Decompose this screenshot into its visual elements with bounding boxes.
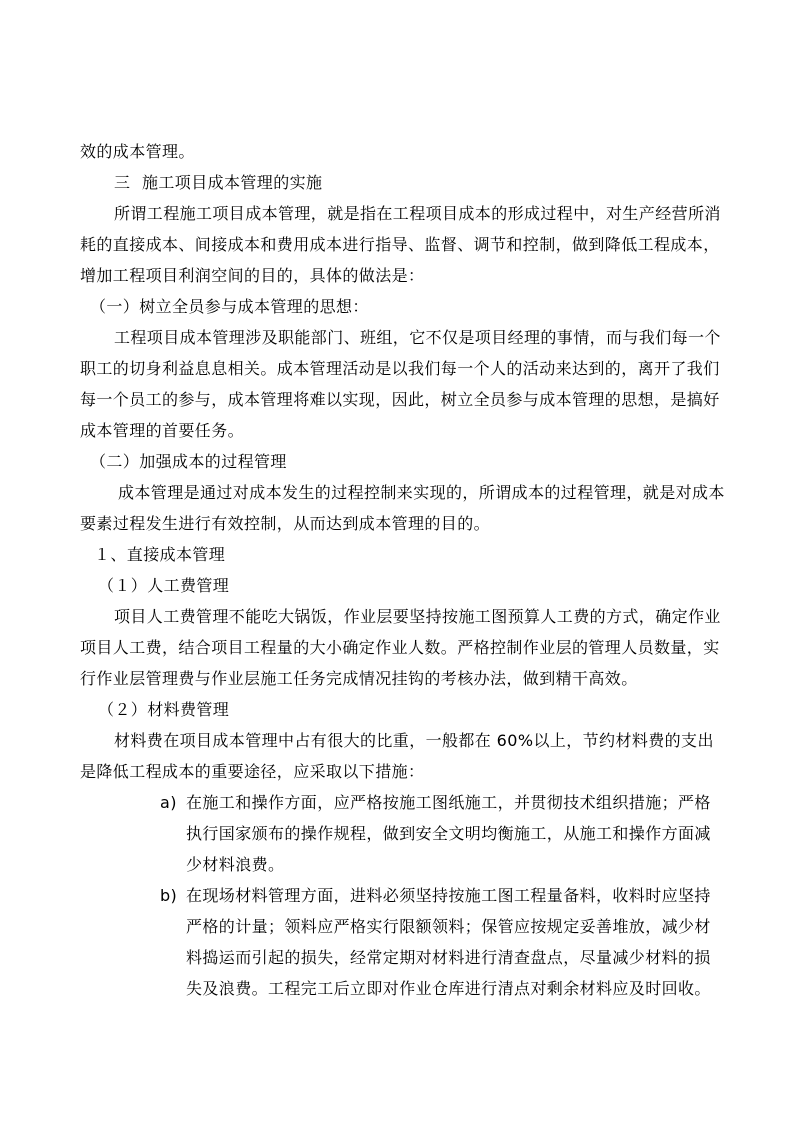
list-marker: a) (160, 793, 177, 812)
list-item-text: 在现场材料管理方面，进料必须坚持按施工图工程量备料，收料时应坚持严格的计量；领料应严格实行限额领料；保管应按规定妥善堆放，减少材料捣运而引起的损失，经常定期对材料进行清查盘点，尽量减少材料的损失及浪费。工程完工后立即对作业仓库进行清点对剩余材料应及时回收。 (186, 886, 711, 998)
paragraph-continuation: 效的成本管理。 (80, 142, 195, 161)
list-item (160, 787, 726, 880)
list-item-text: 在施工和操作方面，应严格按施工图纸施工，并贯彻技术组织措施；严格执行国家颁布的操作规程，做到安全文明均衡施工，从施工和操作方面减少材料浪费。 (186, 793, 711, 874)
heading-material-cost: （２）材料费管理 (98, 700, 230, 719)
section-title: 施工项目成本管理的实施 (142, 173, 323, 192)
paragraph-all-staff: 工程项目成本管理涉及职能部门、班组，它不仅是项目经理的事情，而与我们每一个职工的切身利益息息相关。成本管理活动是以我们每一个人的活动来达到的，离开了我们每一个员工的参与，成本管理将难以实现，因此，树立全员参与成本管理的思想，是搞好成本管理的首要任务。 (80, 328, 721, 440)
list-item (160, 880, 726, 1004)
document-body (80, 136, 726, 1004)
measures-list (80, 787, 726, 1004)
subheading-2: （二）加强成本的过程管理 (90, 452, 287, 471)
paragraph-material: 材料费在项目成本管理中占有很大的比重，一般都在 60%以上，节约材料费的支出是降低工程成本的重要途径，应采取以下措施： (80, 731, 714, 781)
paragraph-labor: 项目人工费管理不能吃大锅饭，作业层要坚持按施工图预算人工费的方式，确定作业项目人工费，结合项目工程量的大小确定作业人数。严格控制作业层的管理人员数量，实行作业层管理费与作业层施工任务完成情况挂钩的考核办法，做到精干高效。 (80, 607, 721, 688)
section-number: 三 (114, 173, 131, 192)
heading-labor-cost: （１）人工费管理 (98, 576, 230, 595)
paragraph-intro: 所谓工程施工项目成本管理，就是指在工程项目成本的形成过程中，对生产经营所消耗的直接成本、间接成本和费用成本进行指导、监督、调节和控制，做到降低工程成本，增加工程项目利润空间的目的，具体的做法是： (80, 204, 721, 285)
list-marker: b) (160, 886, 178, 905)
heading-direct-cost: １、直接成本管理 (94, 545, 226, 564)
section-heading (80, 167, 726, 198)
paragraph-process: 成本管理是通过对成本发生的过程控制来实现的，所谓成本的过程管理，就是对成本要素过程发生进行有效控制，从而达到成本管理的目的。 (80, 483, 725, 533)
subheading-1: （一）树立全员参与成本管理的思想： (90, 297, 369, 316)
